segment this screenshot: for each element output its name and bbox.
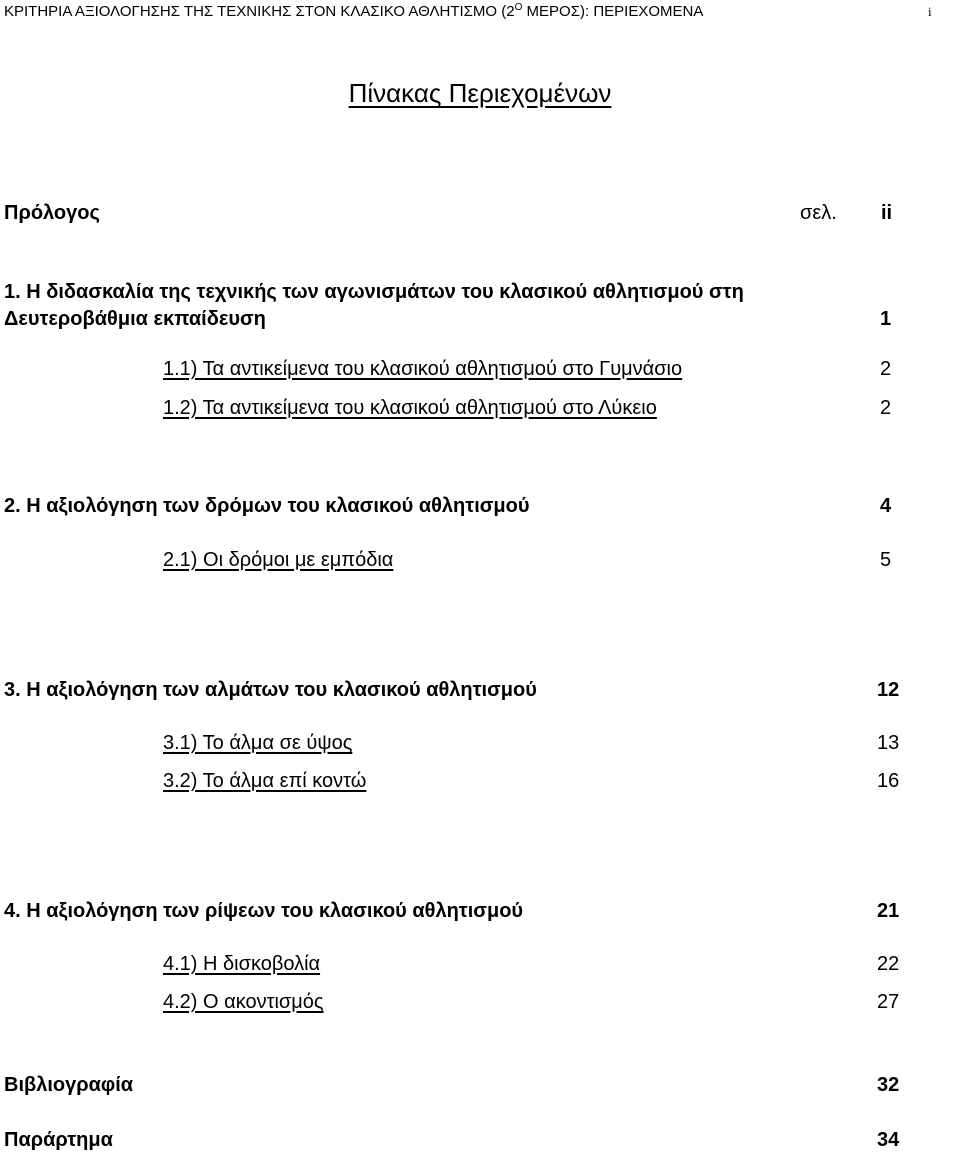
toc-entry-section-3[interactable]: 3. Η αξιολόγηση των αλμάτων του κλασικού αθλητισμού [4,679,537,701]
toc-entry-section-1-page: 1 [880,308,892,330]
toc-entry-section-3-2[interactable]: 3.2) Το άλμα επί κοντώ [163,770,367,792]
toc-entry-bibliography[interactable]: Βιβλιογραφία [4,1074,134,1096]
toc-entry-section-2[interactable]: 2. Η αξιολόγηση των δρόμων του κλασικού αθλητισμού [4,495,530,517]
toc-entry-section-3-page: 12 [877,679,900,701]
toc-entry-section-4-1[interactable]: 4.1) Η δισκοβολία [163,953,321,975]
toc-entry-section-4-page: 21 [877,900,900,922]
toc-entry-section-1-line-1[interactable]: 1. Η διδασκαλία της τεχνικής των αγωνισμάτων του κλασικού αθλητισμού στη [4,281,744,303]
toc-entry-section-4-2[interactable]: 4.2) Ο ακοντισμός [163,991,324,1013]
running-header-title [4,2,703,20]
toc-entry-section-4-2-page: 27 [877,991,900,1013]
running-header-title-tail: ΜΕΡΟΣ): ΠΕΡΙΕΧΟΜΕΝΑ [522,3,704,20]
running-header-superscript: Ο [514,2,523,13]
toc-entry-section-1-2[interactable]: 1.2) Τα αντικείμενα του κλασικού αθλητισμού στο Λύκειο [163,397,657,419]
toc-entry-section-1-1[interactable]: 1.1) Τα αντικείμενα του κλασικού αθλητισμού στο Γυμνάσιο [163,358,683,380]
toc-entry-section-1-2-page: 2 [880,397,892,419]
toc-title: Πίνακας Περιεχομένων [348,78,612,108]
toc-entry-section-2-page: 4 [880,495,892,517]
toc-entry-appendix-page: 34 [877,1129,900,1151]
toc-entry-section-1-1-page: 2 [880,358,892,380]
toc-entry-section-3-1-page: 13 [877,732,900,754]
running-header-page-number: i [928,4,932,19]
toc-entry-section-4[interactable]: 4. Η αξιολόγηση των ρίψεων του κλασικού αθλητισμού [4,900,524,922]
toc-entry-prologue-page: ii [881,202,893,224]
toc-entry-prologue[interactable]: Πρόλογος [4,202,100,224]
running-header-title-main: ΚΡΙΤΗΡΙΑ ΑΞΙΟΛΟΓΗΣΗΣ ΤΗΣ ΤΕΧΝΙΚΗΣ ΣΤΟΝ ΚΛΑΣΙΚΟ ΑΘΛΗΤΙΣΜΟ (2 [4,3,515,20]
toc-entry-section-1-line-2[interactable]: Δευτεροβάθμια εκπαίδευση [4,308,266,330]
toc-entry-section-4-1-page: 22 [877,953,900,975]
toc-entry-prologue-page-prefix: σελ. [800,202,837,224]
toc-entry-section-3-2-page: 16 [877,770,900,792]
toc-entry-section-3-1[interactable]: 3.1) Το άλμα σε ύψος [163,732,353,754]
toc-entry-section-2-1[interactable]: 2.1) Οι δρόμοι με εμπόδια [163,549,394,571]
toc-entry-appendix[interactable]: Παράρτημα [4,1129,113,1151]
toc-entry-section-2-1-page: 5 [880,549,892,571]
toc-entry-bibliography-page: 32 [877,1074,900,1096]
